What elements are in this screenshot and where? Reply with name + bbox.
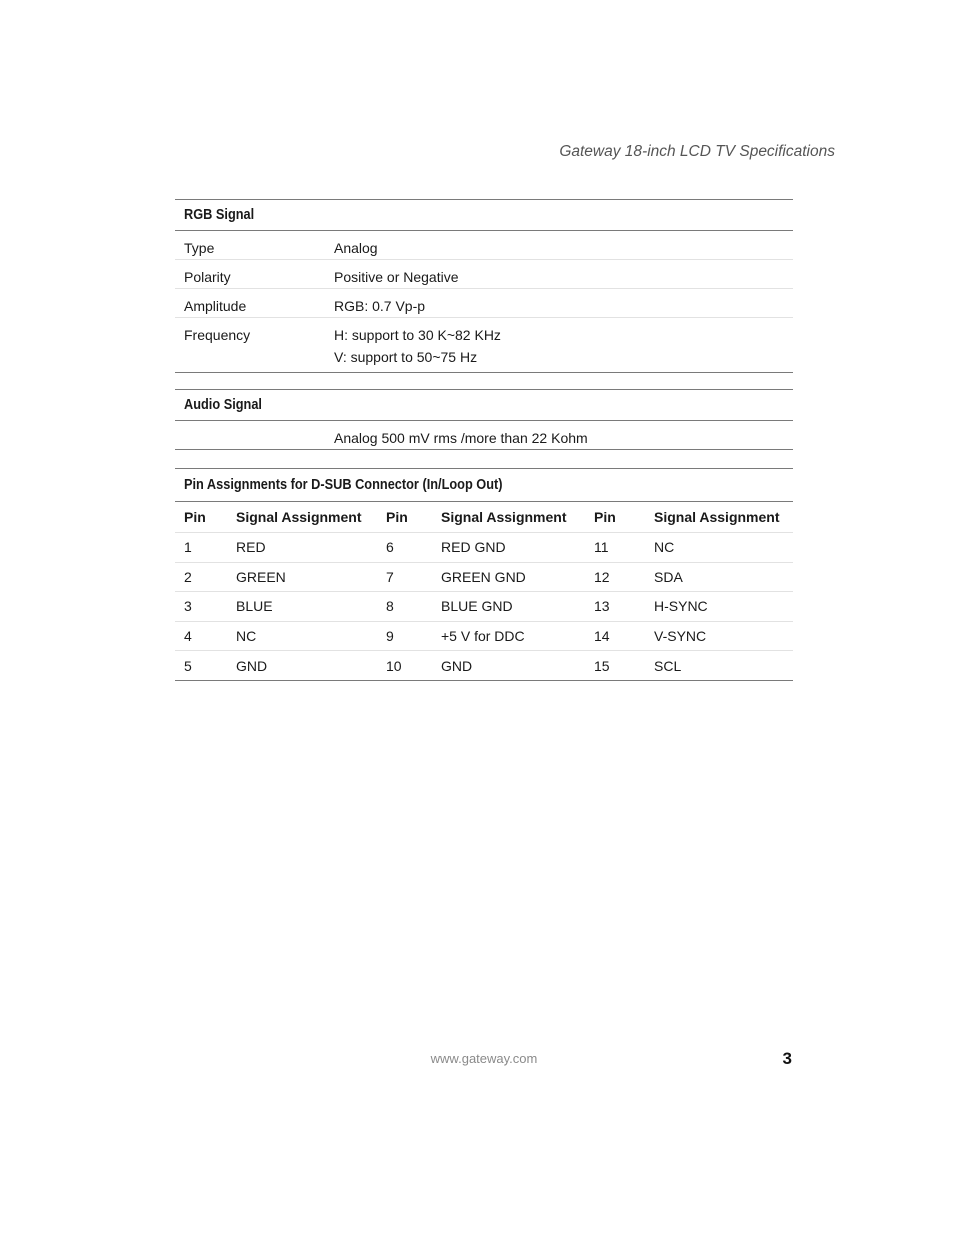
column-header: Pin xyxy=(184,509,206,525)
pin-assignments-title: Pin Assignments for D-SUB Connector (In/Loop Out) xyxy=(184,477,503,493)
spec-value: RGB: 0.7 Vp-p xyxy=(334,298,426,314)
table-cell: V-SYNC xyxy=(654,628,707,645)
spec-label: Type xyxy=(184,240,215,256)
rgb-signal-title: RGB Signal xyxy=(184,207,255,223)
table-title xyxy=(175,389,793,421)
column-header: Signal Assignment xyxy=(654,509,780,525)
table-cell: 1 xyxy=(184,539,192,556)
table-row xyxy=(175,421,793,450)
column-header: Signal Assignment xyxy=(441,509,567,525)
table-row xyxy=(175,289,793,318)
spec-value: Positive or Negative xyxy=(334,269,459,285)
table-cell: 15 xyxy=(594,657,610,674)
table-cell: 14 xyxy=(594,628,610,645)
table-cell: 12 xyxy=(594,568,610,585)
footer-url: www.gateway.com xyxy=(430,1051,538,1066)
spec-value: V: support to 50~75 Hz xyxy=(334,349,478,365)
table-row xyxy=(175,651,793,681)
table-row xyxy=(175,533,793,563)
table-title xyxy=(175,468,793,502)
table-cell: NC xyxy=(236,628,257,645)
table-cell: GND xyxy=(441,657,473,674)
table-row xyxy=(175,260,793,289)
table-cell: BLUE xyxy=(236,598,273,615)
table-cell: 5 xyxy=(184,657,192,674)
audio-signal-title: Audio Signal xyxy=(184,397,262,413)
spec-value: H: support to 30 K~82 KHz xyxy=(334,327,501,343)
table-cell: 2 xyxy=(184,568,192,585)
table-cell: 6 xyxy=(386,539,394,556)
table-cell: 11 xyxy=(594,539,609,556)
spec-label: Polarity xyxy=(184,269,231,285)
column-header: Pin xyxy=(594,509,616,525)
table-cell: 8 xyxy=(386,598,394,615)
table-cell: H-SYNC xyxy=(654,598,708,615)
table-title xyxy=(175,199,793,231)
table-cell: GND xyxy=(236,657,268,674)
column-header: Signal Assignment xyxy=(236,509,362,525)
table-cell: +5 V for DDC xyxy=(441,628,525,645)
table-cell: 9 xyxy=(386,628,394,645)
table-row xyxy=(175,231,793,260)
audio-signal-table xyxy=(175,389,793,450)
table-cell: 10 xyxy=(386,657,402,674)
table-cell: GREEN GND xyxy=(441,568,526,585)
table-cell: 13 xyxy=(594,598,610,615)
table-cell: SCL xyxy=(654,657,682,674)
table-row xyxy=(175,592,793,622)
rgb-signal-table xyxy=(175,199,793,373)
table-cell: SDA xyxy=(654,568,683,585)
table-row xyxy=(175,563,793,593)
spec-value-group xyxy=(334,318,793,368)
running-header: Gateway 18-inch LCD TV Specifications xyxy=(559,143,835,160)
table-header-row xyxy=(175,502,793,533)
pin-assignments-table xyxy=(175,468,793,681)
table-cell: 4 xyxy=(184,628,192,645)
spec-label: Amplitude xyxy=(184,298,247,314)
column-header: Pin xyxy=(386,509,408,525)
table-cell: NC xyxy=(654,539,675,556)
table-row xyxy=(175,622,793,652)
table-cell: RED xyxy=(236,539,266,556)
spec-label: Frequency xyxy=(184,327,251,343)
table-cell: RED GND xyxy=(441,539,506,556)
table-cell: BLUE GND xyxy=(441,598,513,615)
spec-value: Analog 500 mV rms /more than 22 Kohm xyxy=(334,430,588,446)
table-row xyxy=(175,318,793,373)
table-cell: 3 xyxy=(184,598,192,615)
spec-label xyxy=(175,421,334,449)
table-cell: GREEN xyxy=(236,568,286,585)
table-cell: 7 xyxy=(386,568,394,585)
spec-value: Analog xyxy=(334,240,378,256)
page-number: 3 xyxy=(782,1049,792,1068)
